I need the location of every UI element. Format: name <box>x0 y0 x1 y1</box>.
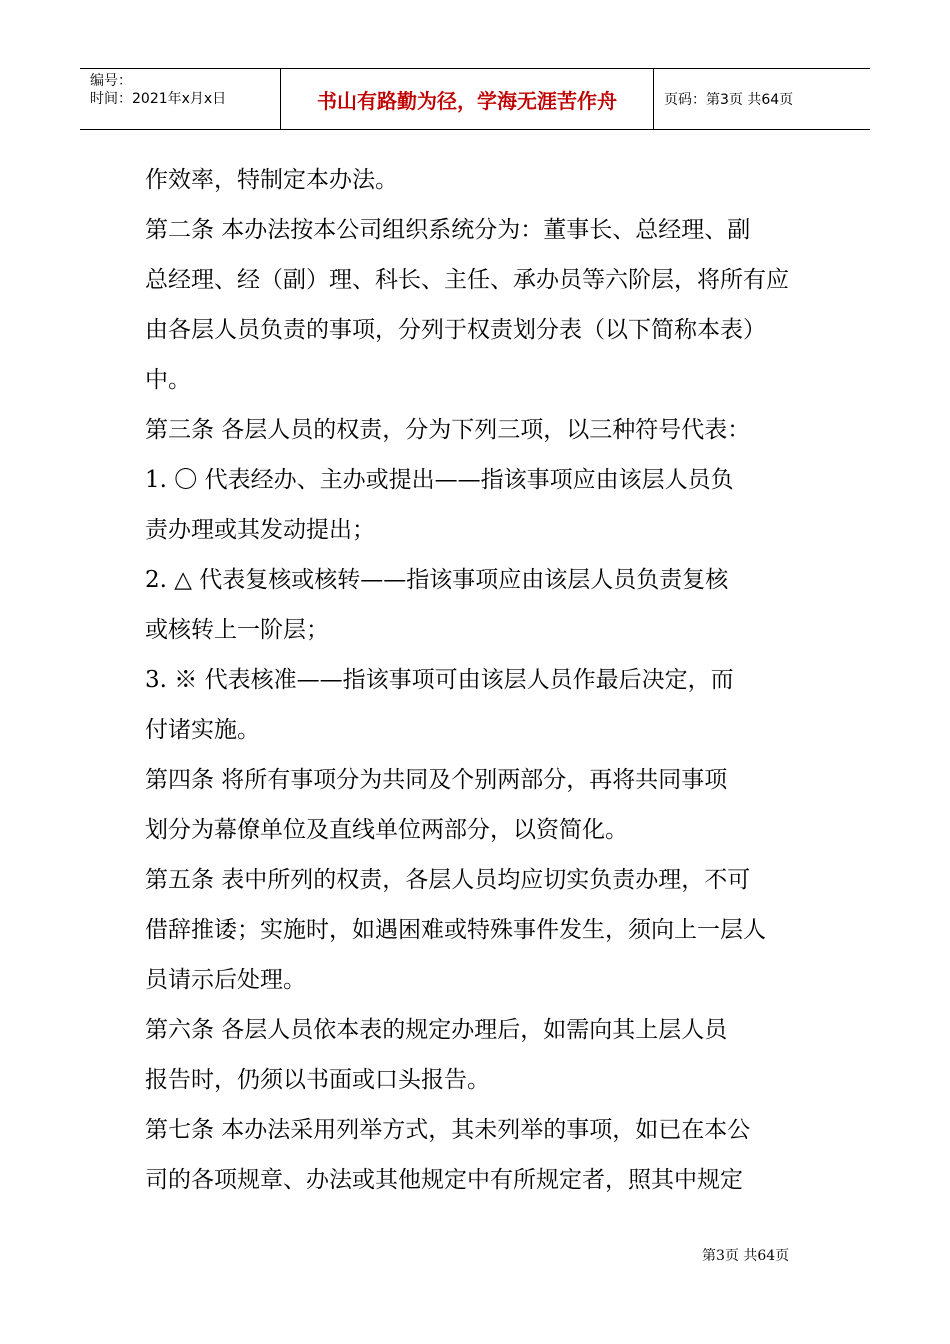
document-date: 时间：2021年x月x日 <box>90 91 227 107</box>
header-meta <box>80 69 281 129</box>
text-line: 第二条 本办法按本公司组织系统分为：董事长、总经理、副 <box>145 217 751 243</box>
text-line: 作效率，特制定本办法。 <box>145 167 398 193</box>
document-number: 编号： <box>90 73 132 89</box>
text-line: 第七条 本办法采用列举方式，其未列举的事项，如已在本公 <box>145 1117 751 1143</box>
text-line: 付诸实施。 <box>145 717 260 743</box>
text-line: 由各层人员负责的事项，分列于权责划分表（以下简称本表） <box>145 317 766 343</box>
text-line: 中。 <box>145 367 191 393</box>
text-line: 第五条 表中所列的权责，各层人员均应切实负责办理，不可 <box>145 867 751 893</box>
page-footer: 第3页 共64页 <box>702 1248 790 1264</box>
document-body <box>145 155 810 1205</box>
text-line: 报告时，仍须以书面或口头报告。 <box>145 1067 490 1093</box>
text-line: 借辞推诿；实施时，如遇困难或特殊事件发生，须向上一层人 <box>145 917 766 943</box>
page-header <box>80 68 870 130</box>
text-line: 划分为幕僚单位及直线单位两部分，以资简化。 <box>145 817 628 843</box>
text-line: 或核转上一阶层； <box>145 617 329 643</box>
text-line: 责办理或其发动提出； <box>145 517 375 543</box>
text-line: 3. ※ 代表核准——指该事项可由该层人员作最后决定，而 <box>145 667 734 693</box>
header-motto: 书山有路勤为径，学海无涯苦作舟 <box>281 69 654 129</box>
text-line: 第四条 将所有事项分为共同及个别两部分，再将共同事项 <box>145 767 728 793</box>
text-line: 司的各项规章、办法或其他规定中有所规定者，照其中规定 <box>145 1167 743 1193</box>
header-page-number: 页码：第3页 共64页 <box>664 92 794 108</box>
text-line: 员请示后处理。 <box>145 967 306 993</box>
text-line: 第六条 各层人员依本表的规定办理后，如需向其上层人员 <box>145 1017 728 1043</box>
text-line: 2. △ 代表复核或核转——指该事项应由该层人员负责复核 <box>145 567 729 593</box>
text-line: 1. 〇 代表经办、主办或提出——指该事项应由该层人员负 <box>145 467 734 493</box>
text-line: 总经理、经（副）理、科长、主任、承办员等六阶层，将所有应 <box>145 267 789 293</box>
text-line: 第三条 各层人员的权责，分为下列三项，以三种符号代表： <box>145 417 751 443</box>
